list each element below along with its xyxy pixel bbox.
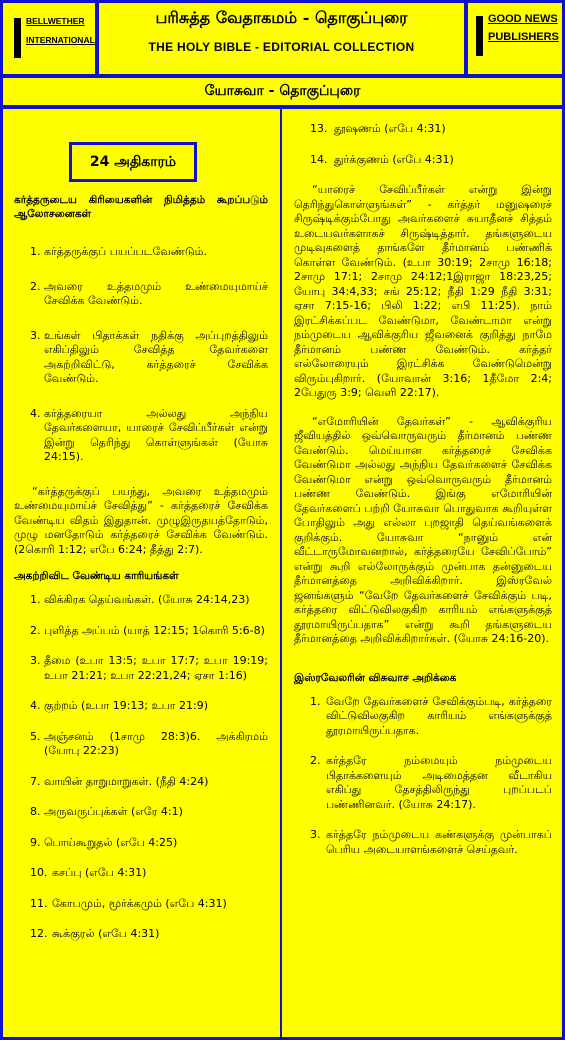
logo-left-line2: INTERNATIONAL: [26, 35, 95, 45]
chapter-badge: 24 அதிகாரம்: [69, 142, 197, 182]
list-item: 7. வாயின் தாறுமாறுகள். (நீதி 4:24): [30, 774, 209, 788]
list-item: 3. கர்த்தரே நம்முடைய கண்களுக்கு முன்பாகப் பெரிய அடையாளங்களைச் செய்தவர்.: [310, 828, 552, 856]
title-english: THE HOLY BIBLE - EDITORIAL COLLECTION: [148, 40, 415, 54]
logo-right-line2: PUBLISHERS: [488, 31, 559, 43]
shepherd-icon: [14, 18, 21, 58]
list-item: 10. கசப்பு (எபே 4:31): [30, 866, 147, 879]
right-list-1: [294, 122, 552, 167]
section-subtitle: யோசுவா - தொகுப்புரை: [0, 76, 565, 107]
header-titles: [97, 0, 466, 76]
right-paragraph-2: “எமோரியின் தேவர்கள்” - ஆவிக்குரிய ஜீவியத்தில் ஒவ்வொருவரும் தீர்மானம் பண்ண வேண்டும். மெய்யான கர்த்தரைச் சேவிக்க வேண்டுமா அல்லது அந்நிய தேவர்களைச் சேவிக்க வேண்டுமா என்று ஒவ்வொருவரும் தீர்மானம் பண்ண வேண்டும். இங்கு எமோரியின் தேவர்களைப் பற்றி யோசுவா பொதுவாக கூறியுள்ள போதிலும் அது எல்லா புறஜாதி தெய்வங்களைக் குறிக்கும். யோசுவா “நானும் என் வீட்டாருமோவனறால், கர்த்தரையே சேவிப்போம்” என்று கூறி எல்லோருக்கும் முன்பாக தன்னுடைய தீர்மானத்தை அறிவிக்கிறார். இஸ்ரவேல் ஜனங்களும் “வேறே தேவர்களைச் சேவிக்கும் படி, கர்த்தரை விட்டுவிலகுகிற காரியம் எங்களுக்குத் தூரமாயிருப்பதாக” என்று கூறி தங்களுடைய தீர்மானத்தை அறிவிக்கிறார்கள். (யோசு 24:16-20).: [294, 414, 552, 645]
logo-left-line1: BELLWETHER: [26, 16, 85, 26]
left-list-1: [14, 245, 268, 465]
list-item: 3. உங்கள் பிதாக்கள் நதிக்கு அப்புறத்திலும் எகிப்திலும் சேவித்த தேவர்களை அகற்றிவிட்டு, கர்த்தரைச் சேவிக்க வேண்டும்.: [30, 328, 268, 385]
list-item: 12. கூக்குரல் (எபே 4:31): [30, 927, 160, 940]
logo-right-line1: GOOD NEWS: [488, 13, 558, 25]
left-list-2: [14, 593, 268, 942]
publisher-logo-left: [0, 0, 97, 76]
trumpet-icon: [476, 16, 483, 56]
right-column-text: [294, 122, 552, 857]
right-list-2: [294, 695, 552, 858]
bellwether-logo: [14, 16, 95, 46]
publisher-logo-right: [466, 0, 565, 76]
right-heading: இஸ்ரவேலரின் விசுவாச அறிக்கை: [294, 671, 457, 684]
right-paragraph-1: “யாரைச் சேவிப்பீர்கள் என்று இன்று தெரிந்துகொள்ளுங்கள்” - கர்த்தர் மனுஷரைச் சிருஷ்டிக்கும்போது அவர்களைச் சுயாதீனச் சித்தம் உடையவர்களாகச் சிருஷ்டித்தார். தங்களுடைய முடிவுகளைத் தாங்களே தீர்மானம் பண்ணிக் கொள்ள வேண்டும். (உபா 30:19; 2சாமு 16:18; 2சாமு 17:1; 2சாமு 24:12;1இராஜா 18:23,25; யோபு 34:4,33; சங் 25:12; நீதி 1:29 நீதி 3:31; ஏசா 7:15-16; பிலி 1:22; எபி 11:25). நாம் இரட்சிக்கப்பட வேண்டுமா, வேண்டாமா என்று நம்முடைய ஆவிக்குரிய ஜீவனைக் குறித்து நாமே தீர்மானம் பண்ண வேண்டும். கர்த்தர் எல்லோரையும் இரட்சிக்க வேண்டுமென்று விரும்புகிறார். (யோவான் 3:16; 1தீமோ 2:4; 2பேதுரு 3:9; வெளி 22:17).: [294, 183, 552, 399]
list-item: 13. தூஷணம் (எபே 4:31): [310, 122, 446, 135]
list-item: 5. அஞ்சனம் (1சாமு 28:3)6. அக்கிரமம் (யோபு 22:23): [30, 729, 268, 757]
left-column-text: [14, 193, 268, 942]
left-heading-1: கர்த்தருடைய கிரியைகளின் நிமித்தம் கூறப்படும் ஆலோசனைகள்: [14, 194, 268, 220]
list-item: 1. வேறே தேவர்களைச் சேவிக்கும்படி, கர்த்தரை விட்டுவிலகுகிற காரியம் எங்களுக்குத் தூரமாயிருப்பதாக.: [310, 694, 552, 737]
list-item: 11. கோபமும், மூர்க்கமும் (எபே 4:31): [30, 896, 227, 910]
left-paragraph-1: “கர்த்தருக்குப் பயந்து, அவரை உத்தமமும் உண்மையுமாய்ச் சேவித்து” - கர்த்தரைச் சேவிக்க வேண்டிய விதம் இதுதான். முழுஇருதயத்தோடும், முழு மனதோடும் கர்த்தரைச் சேவிக்க வேண்டும். (2கொரி 1:12; எபே 6:24; தீத்து 2:7).: [14, 484, 268, 556]
list-item: 2. புளித்த அப்பம் (யாத் 12:15; 1கொரி 5:6-8): [30, 623, 265, 637]
list-item: 1. விக்கிரக தெய்வங்கள். (யோசு 24:14,23): [30, 593, 250, 606]
list-item: 14. துர்க்குணம் (எபே 4:31): [310, 152, 454, 166]
list-item: 8. அருவருப்புக்கள் (எரே 4:1): [30, 805, 183, 818]
list-item: 4. கர்த்தரையா அல்லது அந்நிய தேவர்களையா, யாரைச் சேவிப்பீர்கள் என்று இன்று தெரிந்து கொள்ளுங்கள் (யோசு 24:15).: [30, 406, 268, 463]
list-item: 4. குற்றம் (உபா 19:13; உபா 21:9): [30, 699, 209, 712]
list-item: 1. கர்த்தருக்குப் பயப்படவேண்டும்.: [30, 245, 207, 258]
list-item: 9. பொய்கூறுதல் (எபே 4:25): [30, 835, 178, 849]
left-heading-2: அகற்றிவிட வேண்டிய காரியங்கள்: [14, 570, 179, 582]
list-item: 2. அவரை உத்தமமும் உண்மையுமாய்ச் சேவிக்க வேண்டும்.: [30, 279, 268, 307]
good-news-logo: [476, 12, 559, 44]
list-item: 3. தீமை (உபா 13:5; உபா 17:7; உபா 19:19; உபா 21:21; உபா 22:21,24; ஏசா 1:16): [30, 654, 268, 682]
title-tamil: பரிசுத்த வேதாகமம் - தொகுப்புரை: [155, 8, 408, 27]
list-item: 2. கர்த்தரே நம்மையும் நம்முடைய பிதாக்களையும் அடிமைத்தன வீடாகிய எகிப்து தேசத்திலிருந்து புறப்படப் பண்ணினவர். (யோசு 24:17).: [310, 754, 552, 811]
